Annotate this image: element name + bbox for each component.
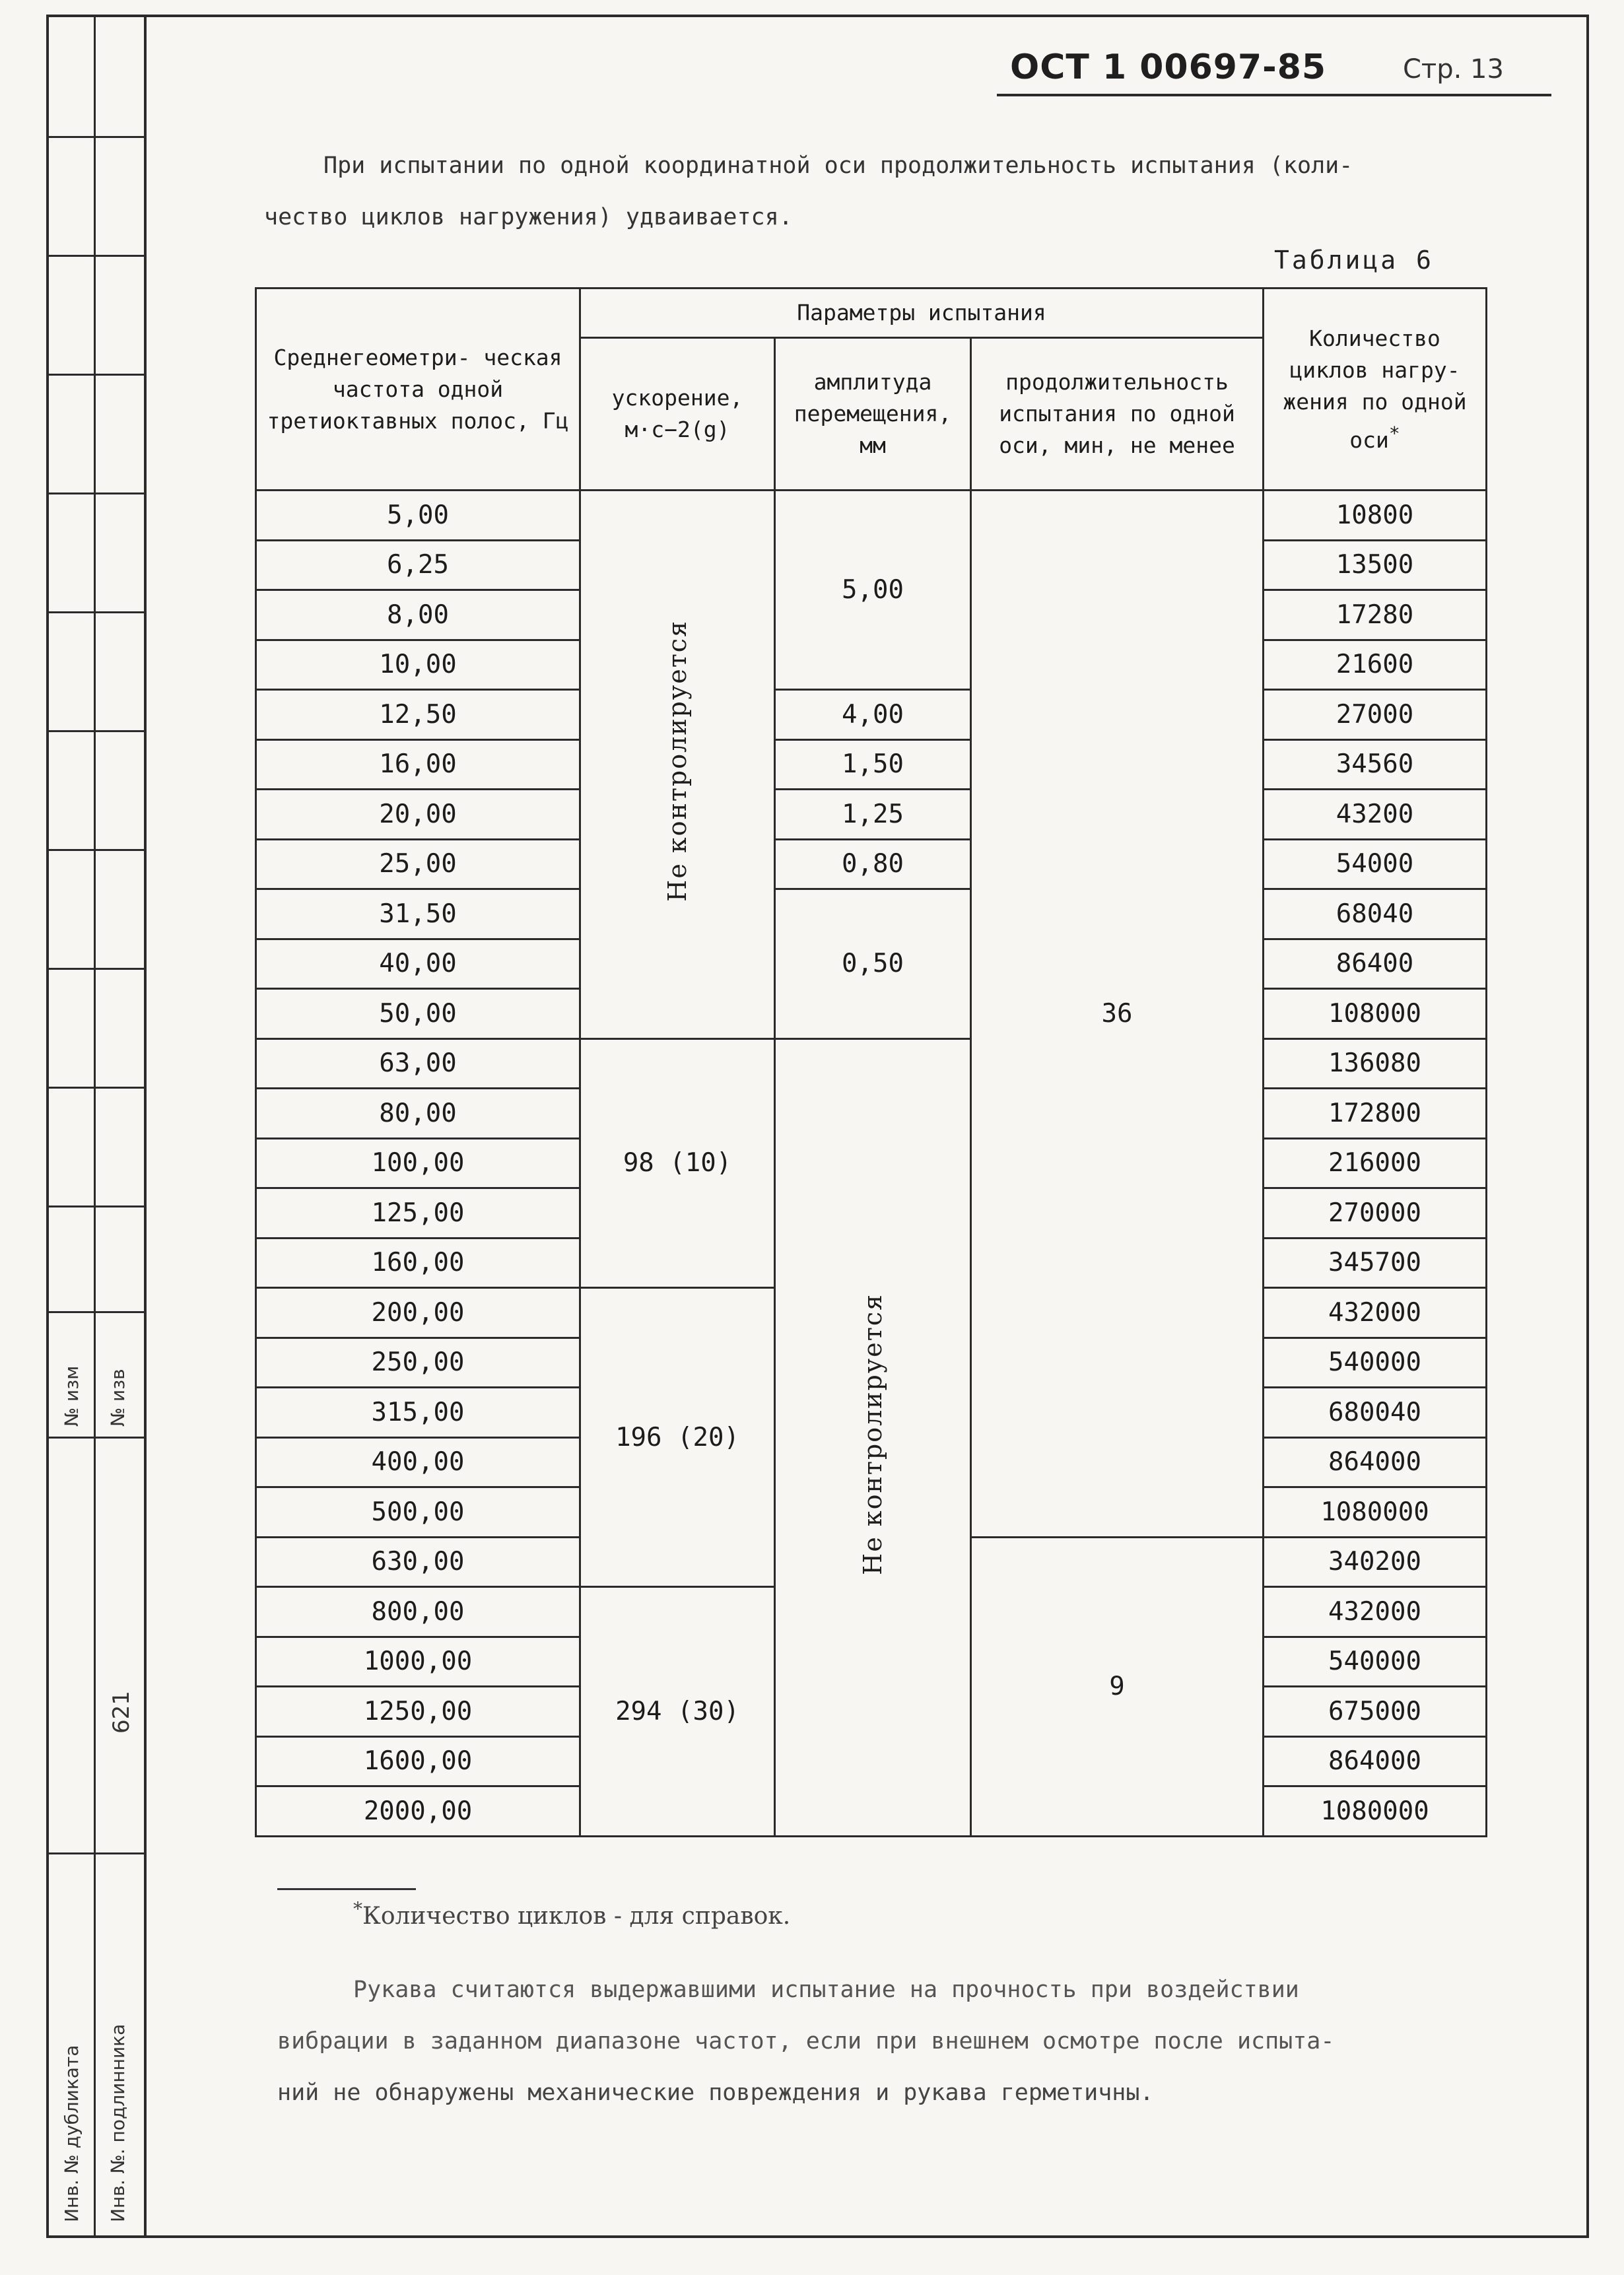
cycles-cell: 432000	[1264, 1288, 1487, 1338]
inventory-number: 621	[108, 1691, 135, 1734]
amplitude-cell: 0,80	[775, 839, 971, 889]
cycles-cell: 54000	[1264, 839, 1487, 889]
frequency-cell: 63,00	[256, 1038, 580, 1089]
frequency-cell: 160,00	[256, 1238, 580, 1288]
header-acceleration: ускорение, м·с−2(g)	[580, 338, 775, 491]
acceleration-group-cell	[580, 491, 775, 1039]
amplitude-cell: 0,50	[775, 889, 971, 1039]
amplitude-not-controlled: Не контролируется	[858, 1293, 887, 1575]
cycles-cell: 432000	[1264, 1587, 1487, 1637]
acceleration-cell: 196 (20)	[580, 1288, 775, 1587]
cycles-cell: 17280	[1264, 590, 1487, 640]
strip-rule	[49, 611, 147, 613]
strip-rule	[49, 849, 147, 851]
footnote-text: Количество циклов - для справок.	[362, 1903, 791, 1930]
cycles-cell: 108000	[1264, 989, 1487, 1039]
frequency-cell: 500,00	[256, 1487, 580, 1538]
amplitude-cell: 1,50	[775, 739, 971, 790]
frequency-cell: 25,00	[256, 839, 580, 889]
cycles-cell: 680040	[1264, 1388, 1487, 1438]
frequency-cell: 100,00	[256, 1138, 580, 1188]
intro-line-1: При испытании по одной координатной оси продолжительность испытания (коли-	[323, 153, 1353, 179]
strip-rule	[49, 374, 147, 376]
header-amplitude: амплитуда перемещения, мм	[775, 338, 971, 491]
frequency-cell: 630,00	[256, 1537, 580, 1587]
header-cycles-mark: *	[1388, 422, 1400, 444]
cycles-cell: 864000	[1264, 1437, 1487, 1487]
frequency-cell: 315,00	[256, 1388, 580, 1438]
frequency-cell: 12,50	[256, 690, 580, 740]
frequency-cell: 16,00	[256, 739, 580, 790]
frequency-cell: 2000,00	[256, 1786, 580, 1837]
frequency-cell: 1600,00	[256, 1736, 580, 1786]
table-caption: Таблица 6	[1274, 246, 1434, 275]
frequency-cell: 40,00	[256, 939, 580, 989]
frequency-cell: 1000,00	[256, 1637, 580, 1687]
header-cycles	[1264, 289, 1487, 491]
acceleration-cell: 294 (30)	[580, 1587, 775, 1837]
frequency-cell: 10,00	[256, 640, 580, 690]
cycles-cell: 1080000	[1264, 1487, 1487, 1538]
revision-number-label: № изм	[61, 1365, 83, 1427]
document-margin-strip	[46, 15, 147, 2238]
strip-rule	[49, 1311, 147, 1313]
strip-divider	[94, 17, 96, 2235]
frequency-cell: 8,00	[256, 590, 580, 640]
strip-rule	[49, 1205, 147, 1207]
strip-rule	[49, 1852, 147, 1854]
acceleration-cell: 98 (10)	[580, 1038, 775, 1288]
amplitude-group-cell	[775, 1038, 971, 1836]
cycles-cell: 540000	[1264, 1338, 1487, 1388]
cycles-cell: 864000	[1264, 1736, 1487, 1786]
document-code: ОСТ 1 00697-85	[1010, 48, 1327, 87]
frequency-cell: 31,50	[256, 889, 580, 939]
header-cycles-text: Количество циклов нагру- жения по одной оси	[1283, 325, 1467, 453]
cycles-cell: 34560	[1264, 739, 1487, 790]
duration-cell: 36	[971, 491, 1264, 1538]
conclusion-line-3: ний не обнаружены механические повреждения и рукава герметичны.	[277, 2080, 1154, 2106]
intro-line-2: чество циклов нагружения) удваивается.	[264, 204, 793, 230]
frequency-cell: 20,00	[256, 790, 580, 840]
frequency-cell: 250,00	[256, 1338, 580, 1388]
frequency-cell: 50,00	[256, 989, 580, 1039]
strip-rule	[49, 255, 147, 257]
header-rule	[997, 94, 1551, 96]
cycles-cell: 21600	[1264, 640, 1487, 690]
header-duration: продолжительность испытания по одной оси, мин, не менее	[971, 338, 1264, 491]
footnote	[353, 1898, 790, 1930]
cycles-cell: 345700	[1264, 1238, 1487, 1288]
duplicate-inventory-label: Инв. № дубликата	[61, 2045, 83, 2222]
cycles-cell: 10800	[1264, 491, 1487, 541]
cycles-cell: 340200	[1264, 1537, 1487, 1587]
cycles-cell: 68040	[1264, 889, 1487, 939]
cycles-cell: 13500	[1264, 540, 1487, 590]
frequency-cell: 800,00	[256, 1587, 580, 1637]
amplitude-cell: 4,00	[775, 690, 971, 740]
page-number: Стр. 13	[1403, 54, 1504, 85]
frequency-cell: 80,00	[256, 1089, 580, 1139]
strip-rule	[49, 1087, 147, 1089]
strip-rule	[49, 492, 147, 494]
cycles-cell: 675000	[1264, 1687, 1487, 1737]
footnote-rule	[277, 1888, 416, 1890]
strip-rule	[49, 1437, 147, 1439]
cycles-cell: 270000	[1264, 1188, 1487, 1239]
duration-cell: 9	[971, 1537, 1264, 1836]
strip-rule	[49, 136, 147, 138]
cycles-cell: 216000	[1264, 1138, 1487, 1188]
conclusion-line-1: Рукава считаются выдержавшими испытание на прочность при воздействии	[353, 1977, 1299, 2003]
header-frequency: Среднегеометри- ческая частота одной третиоктавных полос, Гц	[256, 289, 580, 491]
frequency-cell: 400,00	[256, 1437, 580, 1487]
frequency-cell: 125,00	[256, 1188, 580, 1239]
strip-rule	[49, 730, 147, 732]
frequency-cell: 200,00	[256, 1288, 580, 1338]
cycles-cell: 540000	[1264, 1637, 1487, 1687]
frequency-cell: 6,25	[256, 540, 580, 590]
strip-rule	[49, 968, 147, 970]
header-test-parameters: Параметры испытания	[580, 289, 1264, 338]
cycles-cell: 172800	[1264, 1089, 1487, 1139]
amplitude-cell: 5,00	[775, 491, 971, 690]
cycles-cell: 136080	[1264, 1038, 1487, 1089]
notice-number-label: № изв	[107, 1369, 129, 1427]
cycles-cell: 86400	[1264, 939, 1487, 989]
frequency-cell: 5,00	[256, 491, 580, 541]
conclusion-line-2: вибрации в заданном диапазоне частот, если при внешнем осмотре после испыта-	[277, 2028, 1335, 2054]
cycles-cell: 43200	[1264, 790, 1487, 840]
cycles-cell: 27000	[1264, 690, 1487, 740]
amplitude-cell: 1,25	[775, 790, 971, 840]
cycles-cell: 1080000	[1264, 1786, 1487, 1837]
frequency-cell: 1250,00	[256, 1687, 580, 1737]
test-parameters-table	[255, 287, 1487, 1837]
footnote-mark: *	[353, 1898, 362, 1920]
original-inventory-label: Инв. №. подлинника	[107, 2023, 129, 2222]
acceleration-not-controlled: Не контролируется	[663, 620, 692, 902]
